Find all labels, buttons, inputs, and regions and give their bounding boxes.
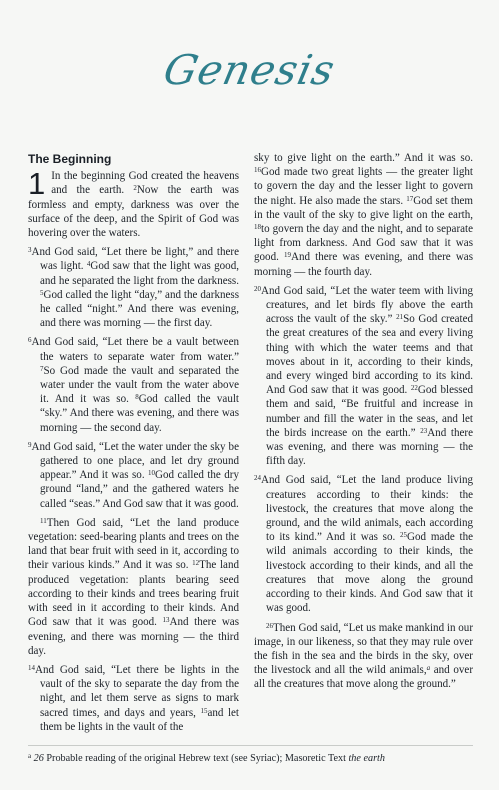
verse-number: 8 [135, 393, 139, 402]
verse-paragraph [254, 473, 473, 615]
verse-number: 4 [86, 260, 91, 269]
verse-text: God called the vault “sky.” And there was evening, and there was morning — the second day. [40, 393, 239, 434]
verse-number: 23 [420, 426, 428, 435]
footnote-italic: the earth [348, 753, 385, 764]
verse-text: God made the wild animals according to their kinds, the livestock according to their kinds, and all the creatures that move along the ground according to their kinds. And God saw that it was good. [266, 531, 474, 615]
verse-text: And there was evening, and there was morning — the fifth day. [266, 426, 473, 468]
verse-paragraph [28, 663, 239, 734]
verse-text: And God said, “Let the water teem with living creatures, and let birds fly above the earth across the vault of the sky.” [261, 284, 473, 326]
verse-text: God blessed them and said, “Be fruitful and increase in number and fill the water in the seas, and let the birds increase on the earth.” [266, 384, 473, 439]
verse-number: 14 [28, 663, 35, 672]
verse-paragraph [254, 621, 473, 692]
verse-number: 9 [28, 440, 32, 449]
verse-number: 12 [192, 559, 200, 568]
verse-text: And God said, “Let the water under the sky be gathered to one place, and let dry ground appear.” And it was so. [31, 440, 239, 482]
verse-text: God set them in the vault of the sky to give light on the earth, [254, 194, 473, 221]
footnote-ref: 26 [33, 753, 44, 764]
verse-paragraph [254, 151, 473, 279]
verse-number: 25 [400, 531, 408, 540]
verse-text: sky to give light on the earth.” And it was so. [254, 152, 473, 164]
verse-paragraph [28, 245, 239, 330]
verse-text: Then God said, “Let us make mankind in our image, in our likeness, so that they may rule over the fish in the sea and the birds in the sky, over the livestock and all the wild animals, [254, 621, 473, 677]
book-title: Genesis [159, 46, 340, 94]
verse-text: And God said, “Let the land produce living creatures according to their kinds: the livestock, the creatures that move along the ground, and the wild animals, each according to its kind.” And it was so. [261, 474, 473, 544]
paragraph-list-left [28, 166, 240, 734]
verse-text: So God made the vault and separated the water under the vault from the water above it. And it was so. [40, 364, 239, 406]
verse-paragraph [28, 166, 239, 240]
verse-text: God called the light “day,” and the darkness he called “night.” And there was evening, and there was morning — the first day. [40, 288, 239, 330]
footnote-marker: a [28, 752, 32, 760]
verse-text: to govern the day and the night, and to separate light from darkness. And God saw that it was good. [254, 223, 473, 264]
verse-text: And there was evening, and there was morning — the third day. [28, 616, 240, 657]
footnote-ref-marker[interactable]: a [426, 664, 431, 673]
verse-paragraph [28, 516, 239, 658]
verse-paragraph [28, 335, 239, 434]
verse-paragraph [28, 440, 239, 511]
verse-number: 5 [40, 288, 44, 297]
verse-number: 13 [162, 616, 170, 625]
verse-number: 6 [28, 336, 32, 345]
verse-number: 22 [410, 384, 418, 393]
verse-text: and over all the creatures that move along the ground.” [254, 664, 473, 691]
right-column [254, 151, 473, 697]
verse-text: Then God said, “Let the land produce vegetation: seed-bearing plants and trees on the land that bear fruit with seed in it, according to their various kinds.” And it was so. [28, 516, 239, 572]
verse-number: 15 [200, 706, 208, 715]
verse-text: God called the dry ground “land,” and the gathered waters he called “seas.” And God saw that it was good. [40, 469, 239, 510]
verse-paragraph [254, 284, 473, 469]
footnote-text: Probable reading of the original Hebrew text (see Syriac); Masoretic Text [46, 753, 349, 764]
verse-number: 21 [396, 313, 404, 322]
verse-number: 10 [148, 469, 156, 478]
footnote [28, 752, 488, 765]
chapter-number: 1 [28, 166, 46, 202]
verse-text: The land produced vegetation: plants bearing seed according to their kinds and trees bearing fruit with seed in it according to their kinds. And God saw that it was good. [28, 559, 239, 629]
verse-number: 2 [133, 184, 137, 193]
verse-text: God saw that the light was good, and he separated the light from the darkness. [40, 260, 239, 287]
verse-text: So God created the great creatures of the sea and every living thing with which the water teems and that moves about in it, according to their kinds, and every winged bird according to its kind. And God saw that it was good. [266, 313, 473, 397]
verse-number: 3 [28, 246, 32, 255]
verse-number: 17 [406, 194, 414, 203]
verse-number: 26 [266, 621, 273, 630]
verse-text: And God said, “Let there be lights in the vault of the sky to separate the day from the night, and let them serve as signs to mark sacred times, and days and years, [35, 663, 239, 719]
footnote-divider [28, 745, 473, 746]
verse-text: Now the earth was formless and empty, darkness was over the surface of the deep, and the Spirit of God was hovering over the waters. [28, 184, 239, 240]
verse-text: And there was evening, and there was morning — the fourth day. [254, 251, 474, 278]
section-heading: The Beginning [28, 152, 112, 166]
verse-number: 19 [284, 251, 291, 260]
verse-number: 16 [254, 166, 261, 175]
verse-number: 18 [254, 223, 261, 232]
verse-text: God made two great lights — the greater light to govern the day and the lesser light to govern the night. He also made the stars. [254, 166, 473, 207]
left-column [28, 152, 239, 739]
verse-number: 24 [254, 474, 261, 483]
verse-number: 7 [40, 364, 44, 373]
verse-text: And God said, “Let there be a vault between the waters to separate water from water.” [31, 336, 239, 363]
verse-number: 11 [40, 516, 47, 525]
verse-text: and let them be lights in the vault of the [40, 706, 239, 733]
verse-text: And God said, “Let there be light,” and there was light. [31, 246, 239, 273]
verse-text: In the beginning God created the heavens and the earth. [51, 170, 239, 197]
verse-number: 20 [254, 284, 261, 293]
paragraph-list-right [254, 151, 473, 692]
